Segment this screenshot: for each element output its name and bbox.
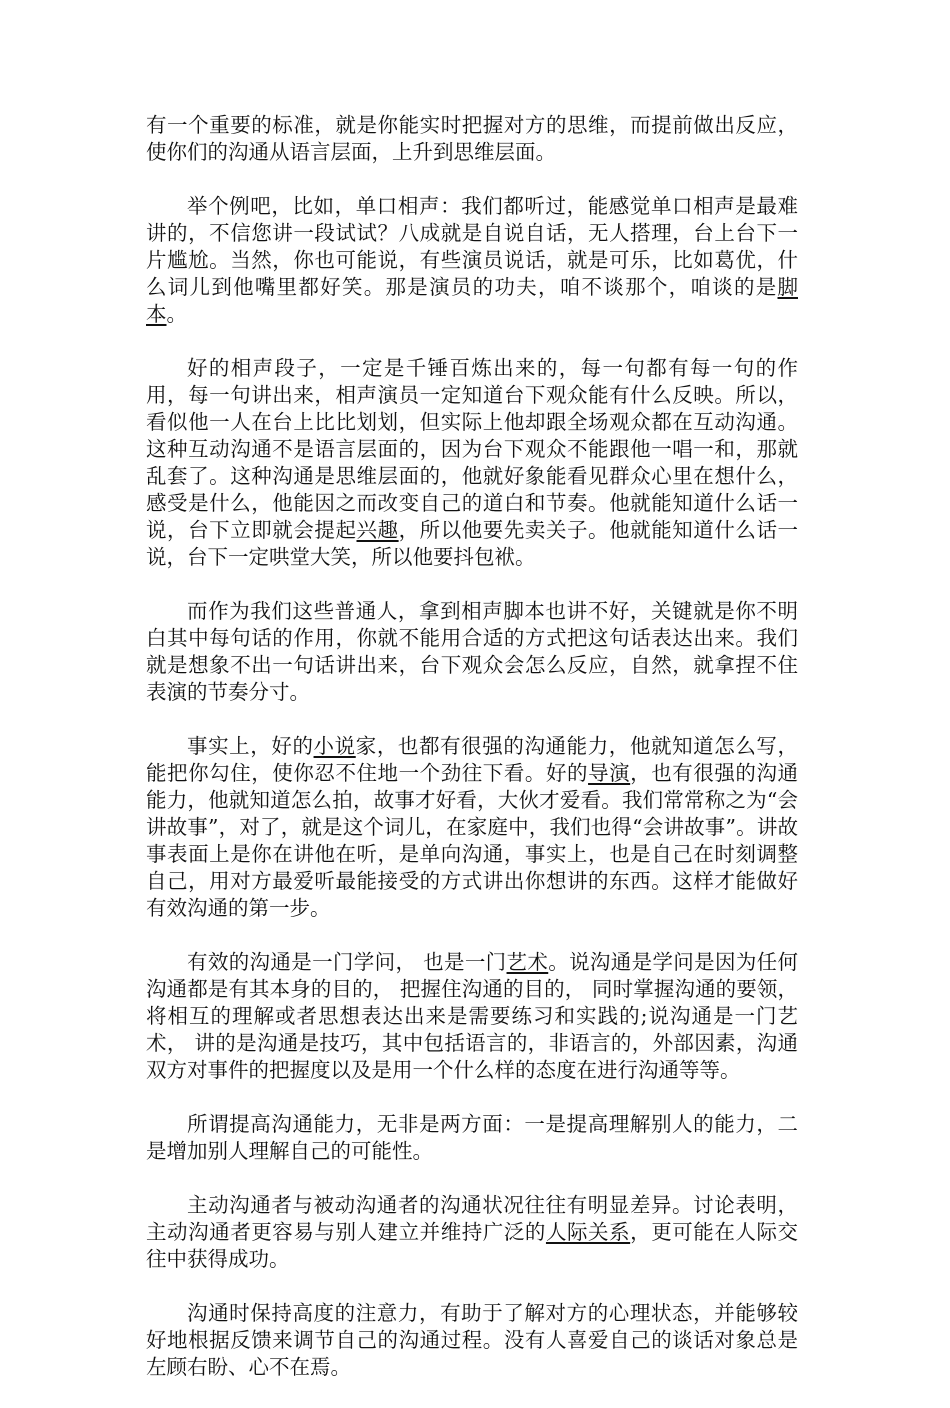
paragraph [146, 1111, 798, 1165]
paragraph-text: 家，也都有很强的沟通能力，他就知道怎么写，能把你勾住，使你忍不住地一个劲往下看。好的 [146, 734, 799, 785]
paragraph [146, 949, 798, 1084]
hyperlink[interactable]: 兴趣 [356, 518, 399, 542]
paragraph-text: ，也有很强的沟通能力，他就知道怎么拍，故事才好看，大伙才爱看。我们常常称之为“会讲故事”，对了，就是这个词儿，在家庭中，我们也得“会讲故事”。讲故事表面上是你在讲他在听，是单向沟通，事实上，也是自己在时刻调整自己，用对方最爱听最能接受的方式讲出你想讲的东西。这样才能做好有效沟通的第一步。 [146, 761, 799, 920]
paragraph-text: 事实上，好的 [187, 734, 314, 758]
paragraph [146, 355, 798, 571]
paragraph-text: 举个例吧，比如，单口相声：我们都听过，能感觉单口相声是最难讲的，不信您讲一段试试？八成就是自说自话，无人搭理，台上台下一片尴尬。当然，你也可能说，有些演员说话，就是可乐，比如葛优，什么词儿到他嘴里都好笑。那是演员的功夫，咱不谈那个，咱谈的是 [146, 194, 798, 299]
paragraph-text: 所谓提高沟通能力，无非是两方面：一是提高理解别人的能力，二是增加别人理解自己的可能性。 [146, 1112, 798, 1163]
document-page [146, 112, 798, 1408]
paragraph [146, 1192, 798, 1273]
hyperlink[interactable]: 脚本 [146, 275, 798, 326]
paragraph [146, 1300, 798, 1381]
hyperlink[interactable]: 艺术 [506, 950, 549, 974]
paragraph-text: 好的相声段子，一定是千锤百炼出来的，每一句都有每一句的作用，每一句讲出来，相声演员一定知道台下观众能有什么反映。所以，看似他一人在台上比比划划，但实际上他却跟全场观众都在互动沟通。这种互动沟通不是语言层面的，因为台下观众不能跟他一唱一和，那就乱套了。这种沟通是思维层面的，他就好象能看见群众心里在想什么，感受是什么，他能因之而改变自己的道白和节奏。他就能知道什么话一说，台下立即就会提起 [146, 356, 798, 542]
paragraph [146, 598, 798, 706]
paragraph-text: ，所以他要先卖关子。他就能知道什么话一说，台下一定哄堂大笑，所以他要抖包袱。 [146, 518, 799, 569]
paragraph-text: 。 [166, 302, 187, 326]
paragraph [146, 733, 798, 922]
paragraph [146, 193, 798, 328]
paragraph-text: 沟通时保持高度的注意力，有助于了解对方的心理状态，并能够较好地根据反馈来调节自己的沟通过程。没有人喜爱自己的谈话对象总是左顾右盼、心不在焉。 [146, 1301, 798, 1379]
paragraph-text: 。说沟通是学问是因为任何沟通都是有其本身的目的， 把握住沟通的目的， 同时掌握沟通的要领， 将相互的理解或者思想表达出来是需要练习和实践的;说沟通是一门艺术， 讲的是沟通是技巧，其中包括语言的，非语言的，外部因素，沟通双方对事件的把握度以及是用一个什么样的态度在进行沟通等等。 [146, 950, 799, 1082]
paragraph-text: 有一个重要的标准，就是你能实时把握对方的思维，而提前做出反应，使你们的沟通从语言层面，上升到思维层面。 [146, 113, 798, 164]
paragraph-text: 主动沟通者与被动沟通者的沟通状况往往有明显差异。讨论表明，主动沟通者更容易与别人建立并维持广泛的 [146, 1193, 798, 1244]
paragraph [146, 112, 798, 166]
paragraph-text: ，更可能在人际交往中获得成功。 [146, 1220, 799, 1271]
hyperlink[interactable]: 小说 [313, 734, 356, 758]
paragraph-text: 有效的沟通是一门学问， 也是一门 [187, 950, 507, 974]
hyperlink[interactable]: 人际关系 [545, 1220, 631, 1244]
hyperlink[interactable]: 导演 [588, 761, 631, 785]
paragraph-text: 而作为我们这些普通人，拿到相声脚本也讲不好，关键就是你不明白其中每句话的作用，你就不能用合适的方式把这句话表达出来。我们就是想象不出一句话讲出来，台下观众会怎么反应，自然，就拿捏不住表演的节奏分寸。 [146, 599, 798, 704]
